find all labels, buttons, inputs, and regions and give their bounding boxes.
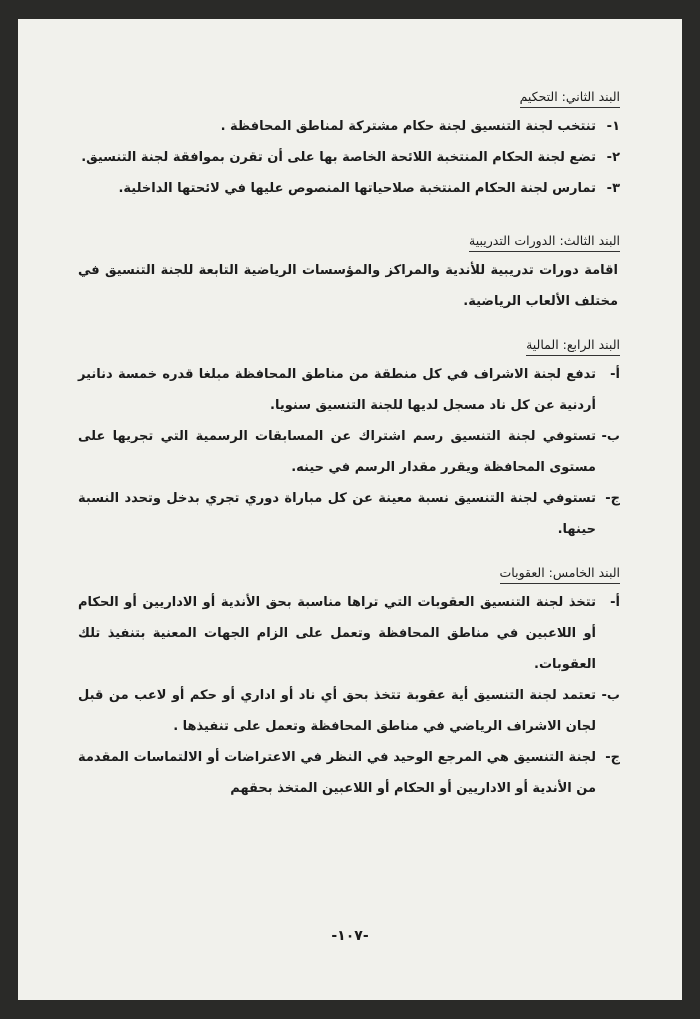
- section-penalties: [78, 562, 620, 804]
- document-page: [18, 19, 682, 1000]
- item-marker: ب-: [601, 429, 620, 444]
- item-marker: ج-: [605, 491, 620, 506]
- item-text: تستوفي لجنة التنسيق رسم اشتراك عن المسابقات الرسمية التي تجريها على مستوى المحافظة ويقرر مقدار الرسم في حينه.: [78, 429, 596, 475]
- item-marker: أ-: [610, 595, 620, 610]
- item-marker: ج-: [605, 750, 620, 765]
- item-text: تضع لجنة الحكام المنتخبة اللائحة الخاصة بها على أن تقرن بموافقة لجنة التنسيق.: [81, 150, 596, 165]
- section-heading: البند الخامس: العقوبات: [500, 564, 620, 584]
- list-item: [78, 173, 620, 204]
- list-item: [78, 587, 620, 680]
- item-marker: ٢-: [606, 150, 620, 165]
- section-paragraph: اقامة دورات تدريبية للأندية والمراكز والمؤسسات الرياضية التابعة للجنة التنسيق في مختلف الألعاب الرياضية.: [78, 263, 618, 309]
- section-training-courses: [78, 230, 620, 317]
- item-marker: أ-: [610, 367, 620, 382]
- item-text: تنتخب لجنة التنسيق لجنة حكام مشتركة لمناطق المحافظة .: [220, 119, 596, 134]
- list-item: [78, 421, 620, 483]
- section-refereeing: [78, 86, 620, 204]
- item-text: تستوفي لجنة التنسيق نسبة معينة عن كل مباراة دوري تجري بدخل وتحدد النسبة حينها.: [78, 491, 596, 537]
- list-item: [78, 359, 620, 421]
- item-text: لجنة التنسيق هي المرجع الوحيد في النظر في الاعتراضات أو الالتماسات المقدمة من الأندية أو الاداريين أو الحكام أو اللاعبين المتخذ بحقهم: [78, 750, 596, 796]
- section-finance: [78, 334, 620, 545]
- item-marker: ٣-: [606, 181, 620, 196]
- item-text: تعتمد لجنة التنسيق أية عقوبة تتخذ بحق أي ناد أو اداري أو حكم أو لاعب من قبل لجان الاشراف الرياضي في مناطق المحافظة وتعمل على تنفيذها .: [78, 688, 596, 734]
- item-text: تتخذ لجنة التنسيق العقوبات التي تراها مناسبة بحق الأندية أو الاداريين أو الحكام أو اللاعبين في مناطق المحافظة وتعمل على الزام الجهات المعنية بتنفيذ تلك العقوبات.: [78, 595, 596, 672]
- section-heading: البند الثالث: الدورات التدريبية: [469, 232, 620, 252]
- section-heading: البند الرابع: المالية: [526, 336, 620, 356]
- page-number: -١٠٧-: [331, 928, 369, 944]
- item-marker: ١-: [606, 119, 620, 134]
- item-marker: ب-: [601, 688, 620, 703]
- list-item: [78, 483, 620, 545]
- document-content: [78, 86, 620, 804]
- item-text: تمارس لجنة الحكام المنتخبة صلاحياتها المنصوص عليها في لائحتها الداخلية.: [118, 181, 596, 196]
- list-item: [78, 142, 620, 173]
- list-item: [78, 742, 620, 804]
- list-item: [78, 111, 620, 142]
- item-text: تدفع لجنة الاشراف في كل منطقة من مناطق المحافظة مبلغا قدره خمسة دنانير أردنية عن كل ناد مسجل لديها للجنة التنسيق سنويا.: [78, 367, 596, 413]
- section-heading: البند الثاني: التحكيم: [520, 88, 620, 108]
- list-item: [78, 680, 620, 742]
